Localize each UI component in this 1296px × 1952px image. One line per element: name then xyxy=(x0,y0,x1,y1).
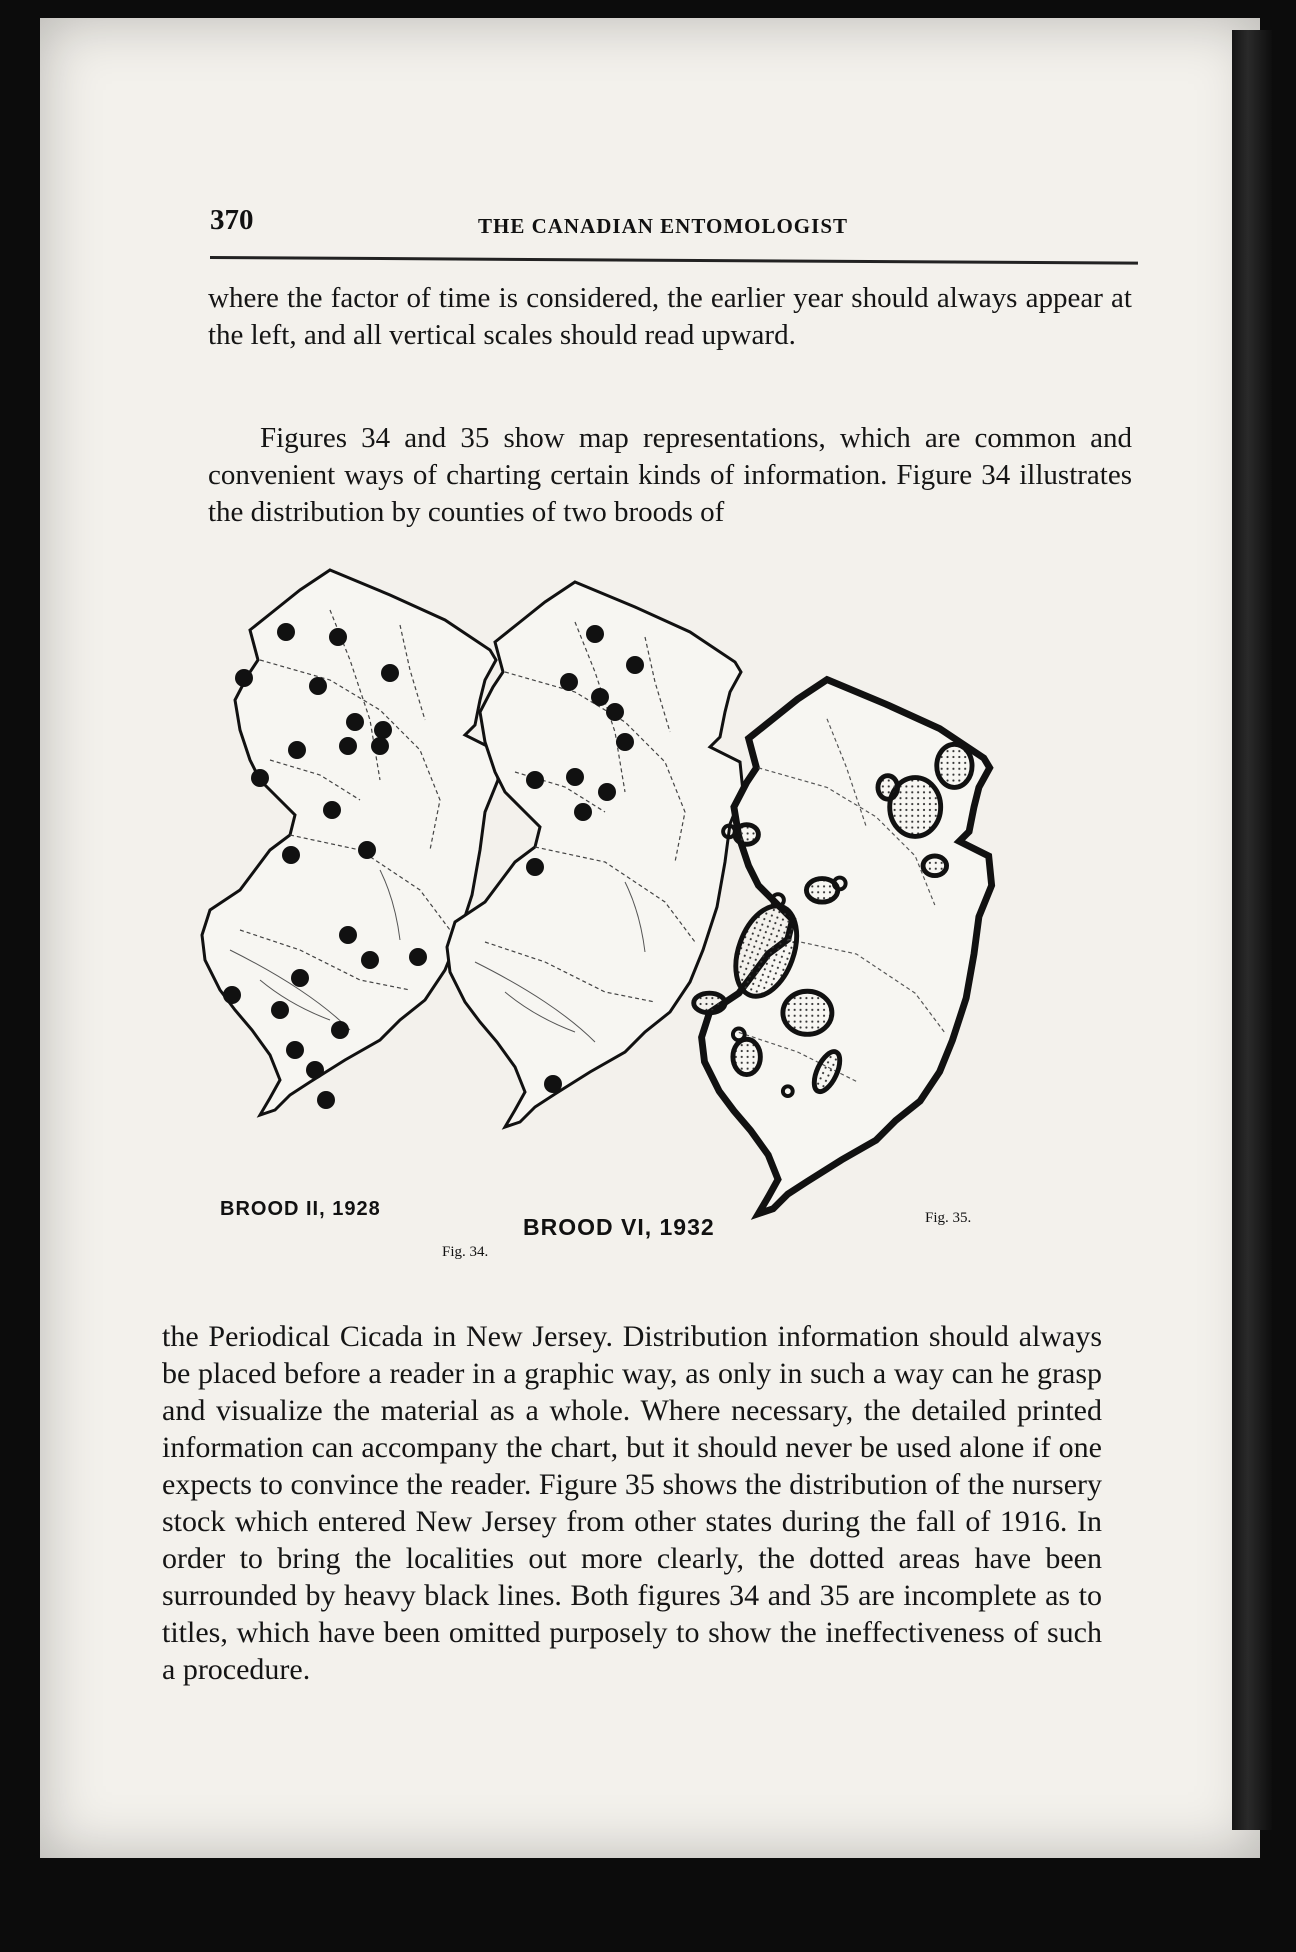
caption-brood-6: BROOD VI, 1932 xyxy=(523,1214,715,1240)
book-spine xyxy=(1232,30,1272,1830)
running-head: THE CANADIAN ENTOMOLOGIST xyxy=(478,214,849,238)
caption-fig-35: Fig. 35. xyxy=(925,1210,972,1226)
paragraph-1: where the factor of time is considered, the earlier year should always appear at the left, and all vertical scales should read upward. xyxy=(208,282,1132,351)
page-header xyxy=(210,204,1140,244)
caption-brood-2: BROOD II, 1928 xyxy=(220,1198,381,1220)
paragraph-3: the Periodical Cicada in New Jersey. Distribution information should always be placed before a reader in a graphic way, as only in such a way can he grasp and visualize the material as a whole. Where necessary, the detailed printed information can accompany the chart, but it should never be used alone if one expects to convince the reader. Figure 35 shows the distribution of the nursery stock which entered New Jersey from other states during the fall of 1916. In order to bring the localities out more clearly, the dotted areas have been surrounded by heavy black lines. Both figures 34 and 35 are incomplete as to titles, which have been omitted purposely to show the ineffectiveness of such a procedure. xyxy=(162,1320,1102,1686)
figure-maps xyxy=(180,550,1120,1270)
paragraph-2: Figures 34 and 35 show map representations, which are common and convenient ways of charting certain kinds of information. Figure 34 illustrates the distribution by counties of two broods of xyxy=(208,422,1132,528)
caption-fig-34: Fig. 34. xyxy=(442,1244,489,1260)
map-brood-2 xyxy=(202,570,498,1115)
page-number: 370 xyxy=(210,204,254,236)
